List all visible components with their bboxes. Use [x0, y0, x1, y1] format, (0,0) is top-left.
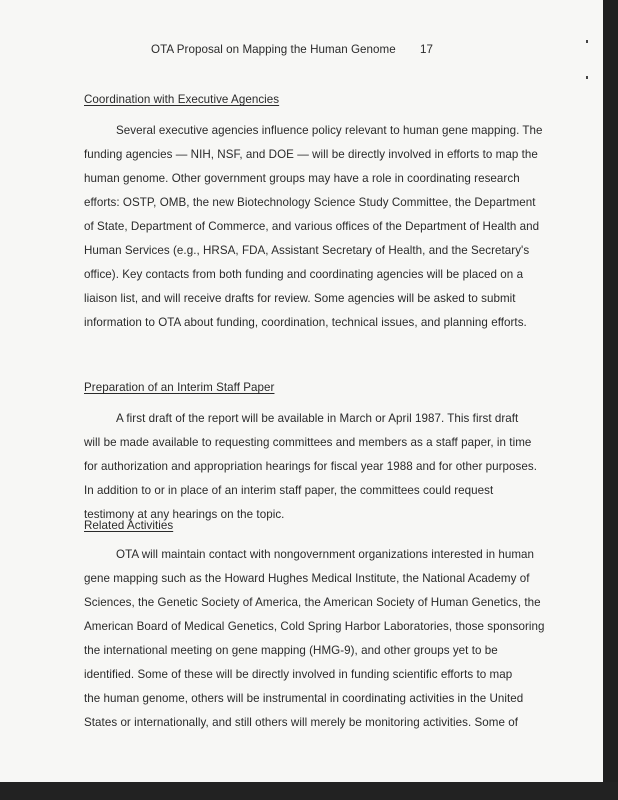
paragraph-line: In addition to or in place of an interim staff paper, the committees could request	[84, 484, 494, 497]
paragraph-line: identified. Some of these will be directly involved in funding scientific efforts to map	[84, 668, 513, 681]
paragraph-line: office). Key contacts from both funding and coordinating agencies will be placed on a	[84, 268, 524, 281]
scan-border-right	[603, 0, 618, 800]
paragraph-line: will be made available to requesting committees and members as a staff paper, in time	[84, 436, 532, 449]
paragraph-line: efforts: OSTP, OMB, the new Biotechnology Science Study Committee, the Department	[84, 196, 536, 209]
scan-mark	[586, 76, 588, 79]
scan-border-bottom	[0, 782, 618, 800]
paragraph-line: OTA will maintain contact with nongovernment organizations interested in human	[116, 548, 535, 561]
paragraph-line: for authorization and appropriation hearings for fiscal year 1988 and for other purposes.	[84, 460, 538, 473]
page-number: 17	[420, 43, 433, 56]
paragraph-line: Human Services (e.g., HRSA, FDA, Assistant Secretary of Health, and the Secretary's	[84, 244, 530, 257]
paragraph-line: A first draft of the report will be available in March or April 1987. This first draft	[116, 412, 519, 425]
paragraph-line: of State, Department of Commerce, and various offices of the Department of Health and	[84, 220, 540, 233]
paragraph-line: liaison list, and will receive drafts for review. Some agencies will be asked to submit	[84, 292, 516, 305]
paragraph-line: funding agencies — NIH, NSF, and DOE — will be directly involved in efforts to map the	[84, 148, 538, 161]
paragraph-line: testimony at any hearings on the topic.	[84, 508, 285, 521]
paragraph-line: the human genome, others will be instrumental in coordinating activities in the United	[84, 692, 524, 705]
paragraph-line: gene mapping such as the Howard Hughes Medical Institute, the National Academy of	[84, 572, 530, 585]
paragraph-line: the international meeting on gene mapping (HMG-9), and other groups yet to be	[84, 644, 498, 657]
paragraph-line: Several executive agencies influence policy relevant to human gene mapping. The	[116, 124, 543, 137]
running-header-title: OTA Proposal on Mapping the Human Genome	[151, 43, 396, 56]
section-heading: Coordination with Executive Agencies	[84, 93, 280, 106]
paragraph-line: States or internationally, and still others will merely be monitoring activities. Some of	[84, 716, 519, 729]
section-heading: Preparation of an Interim Staff Paper	[84, 381, 275, 394]
paragraph-line: Sciences, the Genetic Society of America, the American Society of Human Genetics, the	[84, 596, 541, 609]
section-heading: Related Activities	[84, 519, 174, 532]
paragraph-line: human genome. Other government groups may have a role in coordinating research	[84, 172, 520, 185]
paragraph-line: American Board of Medical Genetics, Cold Spring Harbor Laboratories, those sponsoring	[84, 620, 545, 633]
paragraph-line: information to OTA about funding, coordination, technical issues, and planning efforts.	[84, 316, 527, 329]
scan-mark	[586, 40, 588, 43]
